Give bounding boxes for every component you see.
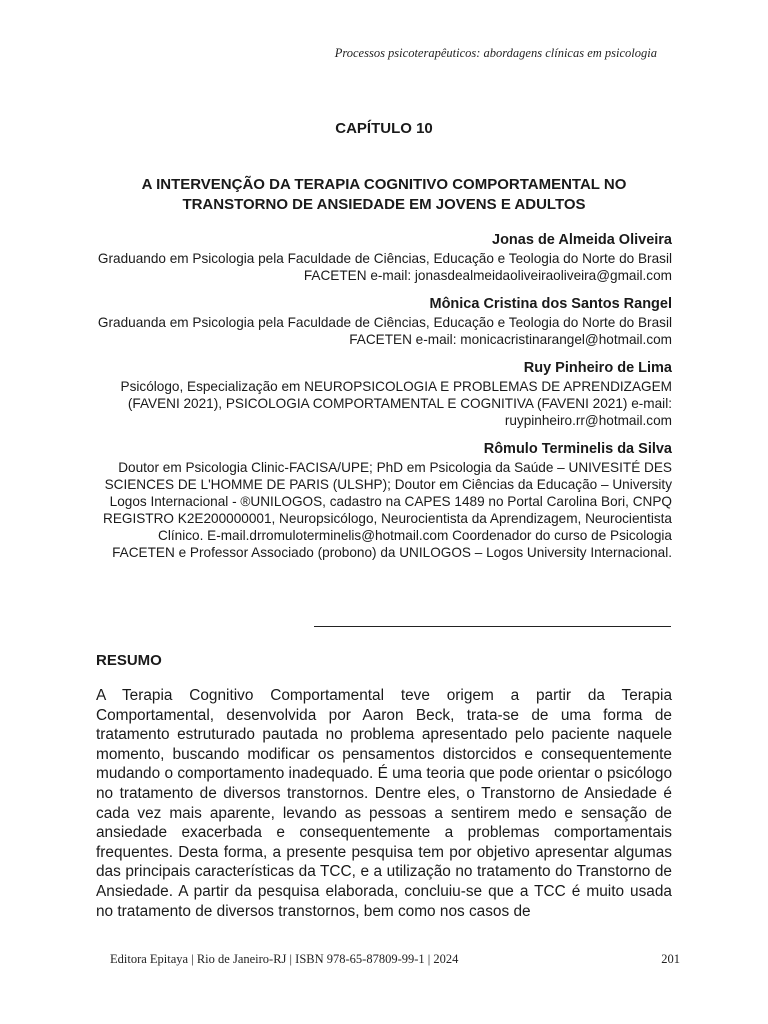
running-header: Processos psicoterapêuticos: abordagens clínicas em psicologia (334, 46, 657, 60)
author-name: Ruy Pinheiro de Lima (523, 360, 672, 376)
author-list (96, 230, 672, 571)
author-separator-rule (314, 626, 671, 627)
author-affiliation: Graduando em Psicologia pela Faculdade de Ciências, Educação e Teologia do Norte do Brasil FACETEN e-mail: jonasdealmeidaoliveiraoliveira@gmail.com (97, 251, 672, 283)
author-affiliation: Graduanda em Psicologia pela Faculdade de Ciências, Educação e Teologia do Norte do Brasil FACETEN e-mail: monicacristinarangel@hotmail.com (97, 315, 672, 347)
author-name: Mônica Cristina dos Santos Rangel (429, 296, 672, 312)
author-affiliation: Doutor em Psicologia Clinic-FACISA/UPE; PhD em Psicologia da Saúde – UNIVESITÉ DES SCIENCES DE L'HOMME DE PARIS (ULSHP); Doutor em Ciências da Educação – University Logos Internacional - ®UNILOGOS, cadastro na CAPES 1489 no Portal Carolina Bori, CNPQ REGISTRO K2E200000001, Neuropsicólogo, Neurocientista da Aprendizagem, Neurocientista Clínico. E-mail.drromuloterminelis@hotmail.com Coordenador do curso de Psicologia FACETEN e Professor Associado (probono) da UNILOGOS – Logos University Internacional. (103, 460, 672, 560)
chapter-label: CAPÍTULO 10 (335, 120, 433, 137)
abstract-text: A Terapia Cognitivo Comportamental teve origem a partir da Terapia Comportamental, desenvolvida por Aaron Beck, trata-se de uma forma de tratamento estruturado pautada no problema apresentado pelo paciente naquele momento, buscando modificar os pensamentos distorcidos e consequentemente mudando o comportamento inadequado. É uma teoria que pode orientar o psicólogo no tratamento de diversos transtornos. Dentre eles, o Transtorno de Ansiedade é cada vez mais aparente, levando as pessoas a sentirem medo e sensação de ansiedade exacerbada e consequentemente a problemas comportamentais frequentes. Desta forma, a presente pesquisa tem por objetivo apresentar algumas das principais características da TCC, e a utilização no tratamento do Transtorno de Ansiedade. A partir da pesquisa elaborada, concluiu-se que a TCC é muito usada no tratamento de diversos transtornos, bem como nos casos de (96, 687, 672, 920)
footer-publisher: Editora Epitaya | Rio de Janeiro-RJ | ISBN 978-65-87809-99-1 | 2024 (110, 952, 459, 966)
author-affiliation: Psicólogo, Especialização em NEUROPSICOLOGIA E PROBLEMAS DE APRENDIZAGEM (FAVENI 2021), PSICOLOGIA COMPORTAMENTAL E COGNITIVA (FAVENI 2021) e-mail: ruypinheiro.rr@hotmail.com (120, 379, 672, 428)
author-name: Jonas de Almeida Oliveira (492, 232, 672, 248)
author-entry (96, 439, 672, 561)
chapter-title: A INTERVENÇÃO DA TERAPIA COGNITIVO COMPORTAMENTAL NO TRANSTORNO DE ANSIEDADE EM JOVENS E ADULTOS (141, 176, 627, 213)
author-entry (96, 294, 672, 348)
author-entry (96, 230, 672, 284)
author-entry (96, 358, 672, 429)
abstract-heading: RESUMO (96, 652, 162, 669)
page-number: 201 (661, 952, 680, 966)
author-name: Rômulo Terminelis da Silva (483, 441, 672, 457)
